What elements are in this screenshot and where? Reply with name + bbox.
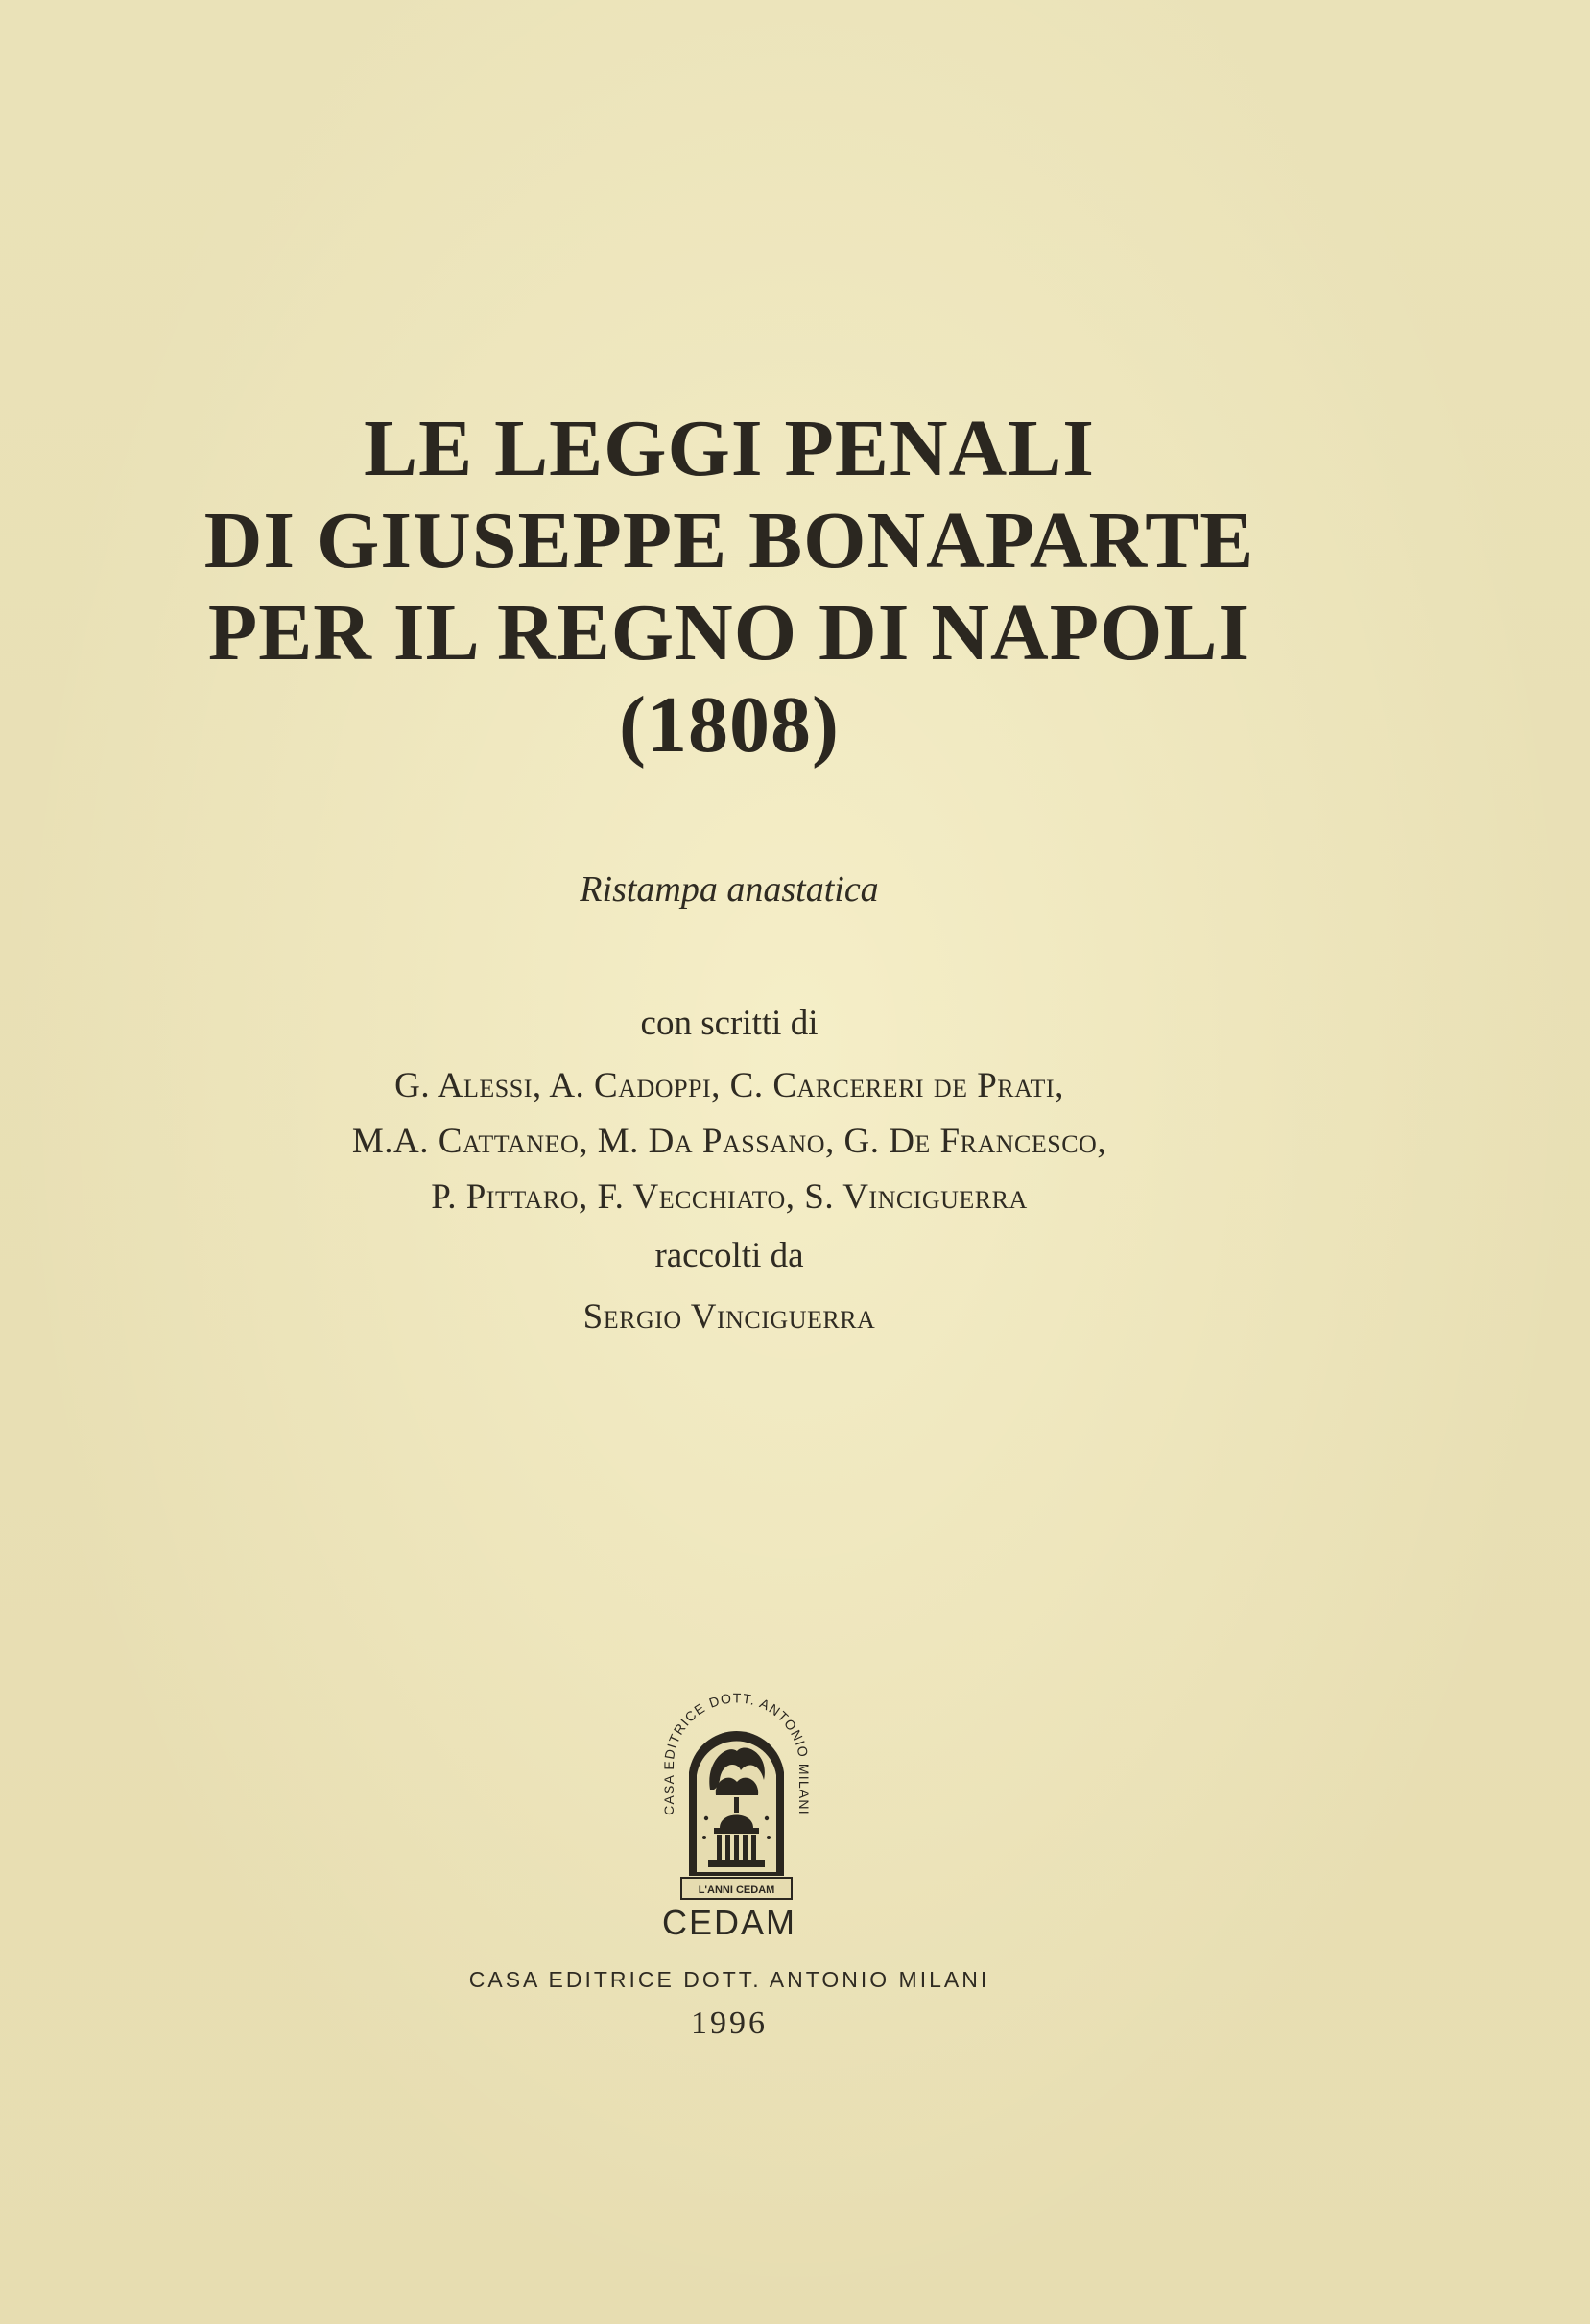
- contributors-line-3: P. Pittaro, F. Vecchiato, S. Vinciguerra: [431, 1177, 1028, 1217]
- title-line-1: LE LEGGI PENALI: [364, 404, 1095, 493]
- editor-name: Sergio Vinciguerra: [582, 1297, 876, 1337]
- contributors-list: [154, 1058, 1305, 1225]
- cedam-publisher-seal-icon: [653, 1684, 820, 1905]
- title-line-year: (1808): [619, 680, 840, 770]
- subtitle: Ristampa anastatica: [580, 869, 879, 910]
- book-title: [154, 403, 1305, 771]
- title-line-3: PER IL REGNO DI NAPOLI: [207, 588, 1251, 677]
- title-line-2: DI GIUSEPPE BONAPARTE: [203, 496, 1255, 585]
- editor-intro: raccolti da: [654, 1236, 804, 1275]
- seal-base-text: L'ANNI CEDAM: [698, 1885, 775, 1896]
- publication-year: 1996: [691, 2005, 768, 2041]
- contributors-line-1: G. Alessi, A. Cadoppi, C. Carcereri de Prati,: [394, 1066, 1064, 1105]
- publisher-wordmark: CEDAM: [661, 1903, 796, 1942]
- publisher-name: CASA EDITRICE DOTT. ANTONIO MILANI: [468, 1967, 990, 1992]
- contributors-intro: con scritti di: [640, 1004, 819, 1043]
- contributors-line-2: M.A. Cattaneo, M. Da Passano, G. De Francesco,: [351, 1122, 1107, 1161]
- seal-arc-text: CASA EDITRICE DOTT. ANTONIO MILANI: [660, 1690, 812, 1815]
